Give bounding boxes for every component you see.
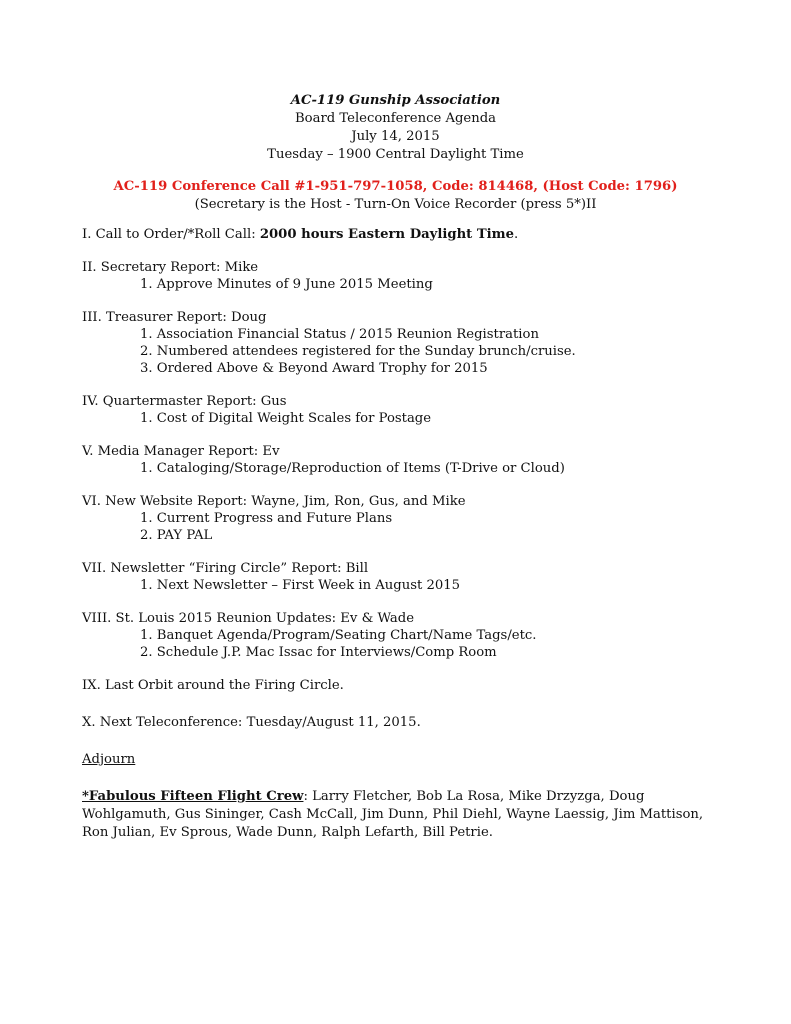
section-end: .	[514, 227, 519, 242]
agenda-section-last-orbit	[82, 677, 722, 694]
meeting-time: Tuesday – 1900 Central Daylight Time	[267, 147, 524, 162]
section-title: V. Media Manager Report: Ev	[82, 444, 280, 459]
section-title: IV. Quartermaster Report: Gus	[82, 394, 287, 409]
agenda-section-secretary	[82, 259, 722, 293]
roll-call-time: 2000 hours Eastern Daylight Time	[259, 227, 515, 242]
list-item: 1. Cost of Digital Weight Scales for Postage	[140, 411, 432, 426]
adjourn-label: Adjourn	[82, 752, 136, 767]
list-item: 2. Schedule J.P. Mac Issac for Interviews/Comp Room	[140, 645, 497, 660]
section-title: I. Call to Order/*Roll Call:	[82, 227, 260, 242]
section-title: X. Next Teleconference: Tuesday/August 11, 2015.	[82, 715, 421, 730]
conference-info	[0, 178, 791, 214]
agenda-section-newsletter	[82, 560, 722, 594]
list-item: 2. PAY PAL	[140, 528, 213, 543]
conference-call-line: AC-119 Conference Call #1-951-797-1058, Code: 814468, (Host Code: 1796)	[113, 179, 678, 194]
document-header	[0, 92, 791, 164]
section-items	[82, 510, 722, 544]
agenda-section-treasurer	[82, 309, 722, 377]
adjourn-line	[82, 751, 722, 768]
agenda-section-website	[82, 493, 722, 544]
agenda-body	[82, 226, 722, 842]
flight-crew-paragraph	[82, 788, 722, 842]
flight-crew-names: : Larry Fletcher, Bob La Rosa, Mike Drzyzga, Doug Wohlgamuth, Gus Sininger, Cash McCall, Jim Dunn, Phil Diehl, Wayne Laessig, Jim Mattison, Ron Julian, Ev Sprous, Wade Dunn, Ralph Lefarth, Bill Petrie.	[82, 789, 704, 840]
list-item: 2. Numbered attendees registered for the Sunday brunch/cruise.	[140, 344, 576, 359]
section-title: IX. Last Orbit around the Firing Circle.	[82, 678, 344, 693]
section-items	[82, 460, 722, 477]
list-item: 1. Approve Minutes of 9 June 2015 Meeting	[140, 277, 433, 292]
agenda-section-media-manager	[82, 443, 722, 477]
flight-crew-label: *Fabulous Fifteen Flight Crew	[82, 789, 304, 804]
agenda-section-call-to-order	[82, 226, 722, 243]
section-items	[82, 326, 722, 377]
section-items	[82, 577, 722, 594]
host-note: (Secretary is the Host - Turn-On Voice Recorder (press 5*)II	[194, 197, 597, 212]
list-item: 3. Ordered Above & Beyond Award Trophy for 2015	[140, 361, 488, 376]
section-title: II. Secretary Report: Mike	[82, 260, 259, 275]
list-item: 1. Banquet Agenda/Program/Seating Chart/Name Tags/etc.	[140, 628, 537, 643]
section-items	[82, 276, 722, 293]
section-title: VI. New Website Report: Wayne, Jim, Ron, Gus, and Mike	[82, 494, 466, 509]
agenda-title: Board Teleconference Agenda	[294, 111, 497, 126]
list-item: 1. Current Progress and Future Plans	[140, 511, 393, 526]
agenda-section-reunion	[82, 610, 722, 661]
list-item: 1. Next Newsletter – First Week in August 2015	[140, 578, 461, 593]
agenda-section-quartermaster	[82, 393, 722, 427]
agenda-section-next-teleconference	[82, 714, 722, 731]
list-item: 1. Association Financial Status / 2015 Reunion Registration	[140, 327, 539, 342]
section-title: VII. Newsletter “Firing Circle” Report: Bill	[82, 561, 369, 576]
list-item: 1. Cataloging/Storage/Reproduction of Items (T-Drive or Cloud)	[140, 461, 565, 476]
section-title: III. Treasurer Report: Doug	[82, 310, 267, 325]
meeting-date: July 14, 2015	[351, 129, 440, 144]
organization-name: AC-119 Gunship Association	[290, 93, 501, 108]
section-items	[82, 410, 722, 427]
section-items	[82, 627, 722, 661]
section-title: VIII. St. Louis 2015 Reunion Updates: Ev & Wade	[82, 611, 415, 626]
